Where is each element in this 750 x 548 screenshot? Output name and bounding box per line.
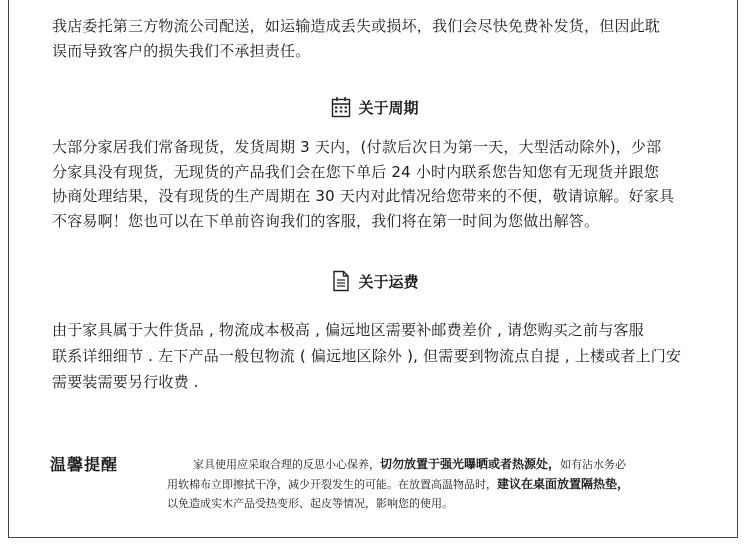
text-line: 联系详细细节 . 左下产品一般包物流 ( 偏远地区除外 ), 但需要到物流点自提 , 上楼或者上门安 xyxy=(52,347,682,365)
shipping-title: 关于运费 xyxy=(358,272,419,291)
document-icon xyxy=(331,270,351,292)
reminder-line xyxy=(167,455,707,475)
shipping-heading xyxy=(0,270,750,292)
reminder-normal-text: 家具使用应采取合理的反思小心保养， xyxy=(193,458,380,471)
cycle-heading xyxy=(0,96,750,118)
text-line: 由于家具属于大件货品 , 物流成本极高 , 偏远地区需要补邮费差价 , 请您购买之前与客服 xyxy=(52,321,644,339)
cycle-paragraph xyxy=(52,135,712,233)
text-line: 需要装需要另行收费 . xyxy=(52,373,199,391)
text-line: 我店委托第三方物流公司配送，如运输造成丢失或损坏，我们会尽快免费补发货，但因此耽 xyxy=(52,17,661,35)
calendar-icon xyxy=(331,96,351,118)
reminder-line xyxy=(167,475,707,495)
reminder-label: 温馨提醒 xyxy=(50,455,119,474)
reminder-line: 以免造成实木产品受热变形、起皮等情况，影响您的使用。 xyxy=(167,497,453,510)
reminder-bold-text: 切勿放置于强光曝晒或者热源处， xyxy=(380,457,561,471)
delivery-paragraph xyxy=(52,14,712,63)
text-line: 误而导致客户的损失我们不承担责任。 xyxy=(52,41,311,60)
text-line: 大部分家居我们常备现货，发货周期 3 天内，(付款后次日为第一天，大型活动除外)，少部 xyxy=(52,138,662,156)
text-line: 分家具没有现货，无现货的产品我们会在您下单后 24 小时内联系您告知您有无现货并跟您 xyxy=(52,162,660,181)
shipping-paragraph xyxy=(52,317,712,395)
text-line: 协商处理结果，没有现货的生产周期在 30 天内对此情况给您带来的不便，敬请谅解。好家具 xyxy=(52,187,675,205)
reminder-normal-text: 用软棉布立即擦拭干净，减少开裂发生的可能。在放置高温物品时， xyxy=(167,477,497,491)
reminder-normal-text: 如有沾水务必 xyxy=(560,458,627,471)
text-line: 不容易啊！您也可以在下单前咨询我们的客服，我们将在第一时间为您做出解答。 xyxy=(52,211,600,230)
cycle-title: 关于周期 xyxy=(358,98,419,117)
reminder-bold-text: 建议在桌面放置隔热垫， xyxy=(497,476,630,491)
reminder-text xyxy=(167,455,707,514)
